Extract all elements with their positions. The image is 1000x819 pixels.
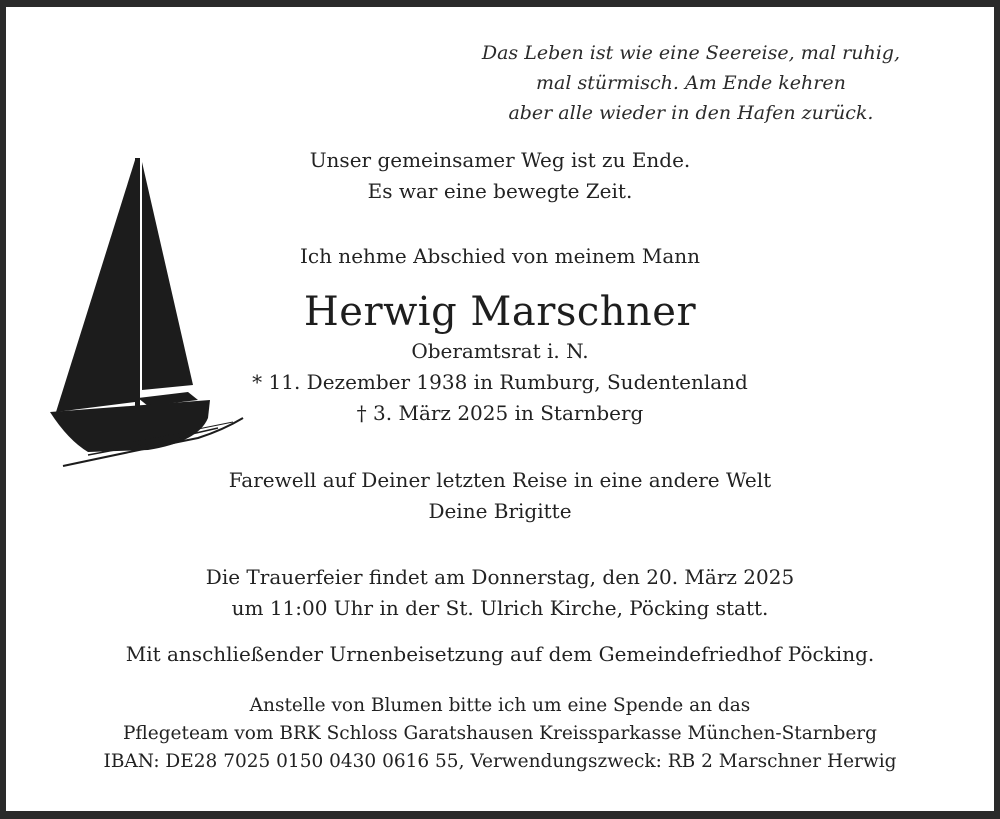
- intro-line: Unser gemeinsamer Weg ist zu Ende.: [309, 148, 691, 172]
- death-line: † 3. März 2025 in Starnberg: [356, 401, 644, 425]
- quote-line: Das Leben ist wie eine Seereise, mal ruhig,: [481, 42, 900, 64]
- signoff: [0, 465, 1000, 527]
- burial-info: Mit anschließender Urnenbeisetzung auf dem Gemeindefriedhof Pöcking.: [125, 642, 875, 666]
- intro-line: Es war eine bewegte Zeit.: [367, 179, 633, 203]
- deceased-title: Oberamtsrat i. N.: [411, 339, 589, 363]
- birth-line: * 11. Dezember 1938 in Rumburg, Sudentenland: [252, 370, 748, 394]
- service-info: [0, 562, 1000, 624]
- deceased-details: [0, 336, 1000, 429]
- quote-line: aber alle wieder in den Hafen zurück.: [508, 102, 874, 124]
- deceased-name: Herwig Marschner: [303, 289, 697, 335]
- donation-line: Pflegeteam vom BRK Schloss Garatshausen Kreissparkasse München-Starnberg: [122, 723, 877, 744]
- service-line: um 11:00 Uhr in der St. Ulrich Kirche, Pöcking statt.: [231, 596, 769, 620]
- quote-line: mal stürmisch. Am Ende kehren: [536, 72, 846, 94]
- donation-line: Anstelle von Blumen bitte ich um eine Spende an das: [249, 695, 751, 716]
- epigraph-quote: [482, 38, 900, 128]
- farewell-line: Ich nehme Abschied von meinem Mann: [299, 244, 701, 268]
- signoff-line: Farewell auf Deiner letzten Reise in eine andere Welt: [228, 468, 772, 492]
- donation-info: [0, 692, 1000, 776]
- donation-line: IBAN: DE28 7025 0150 0430 0616 55, Verwendungszweck: RB 2 Marschner Herwig: [103, 751, 897, 772]
- service-line: Die Trauerfeier findet am Donnerstag, den 20. März 2025: [205, 565, 795, 589]
- intro-text: [0, 145, 1000, 207]
- signoff-signature: Deine Brigitte: [428, 499, 572, 523]
